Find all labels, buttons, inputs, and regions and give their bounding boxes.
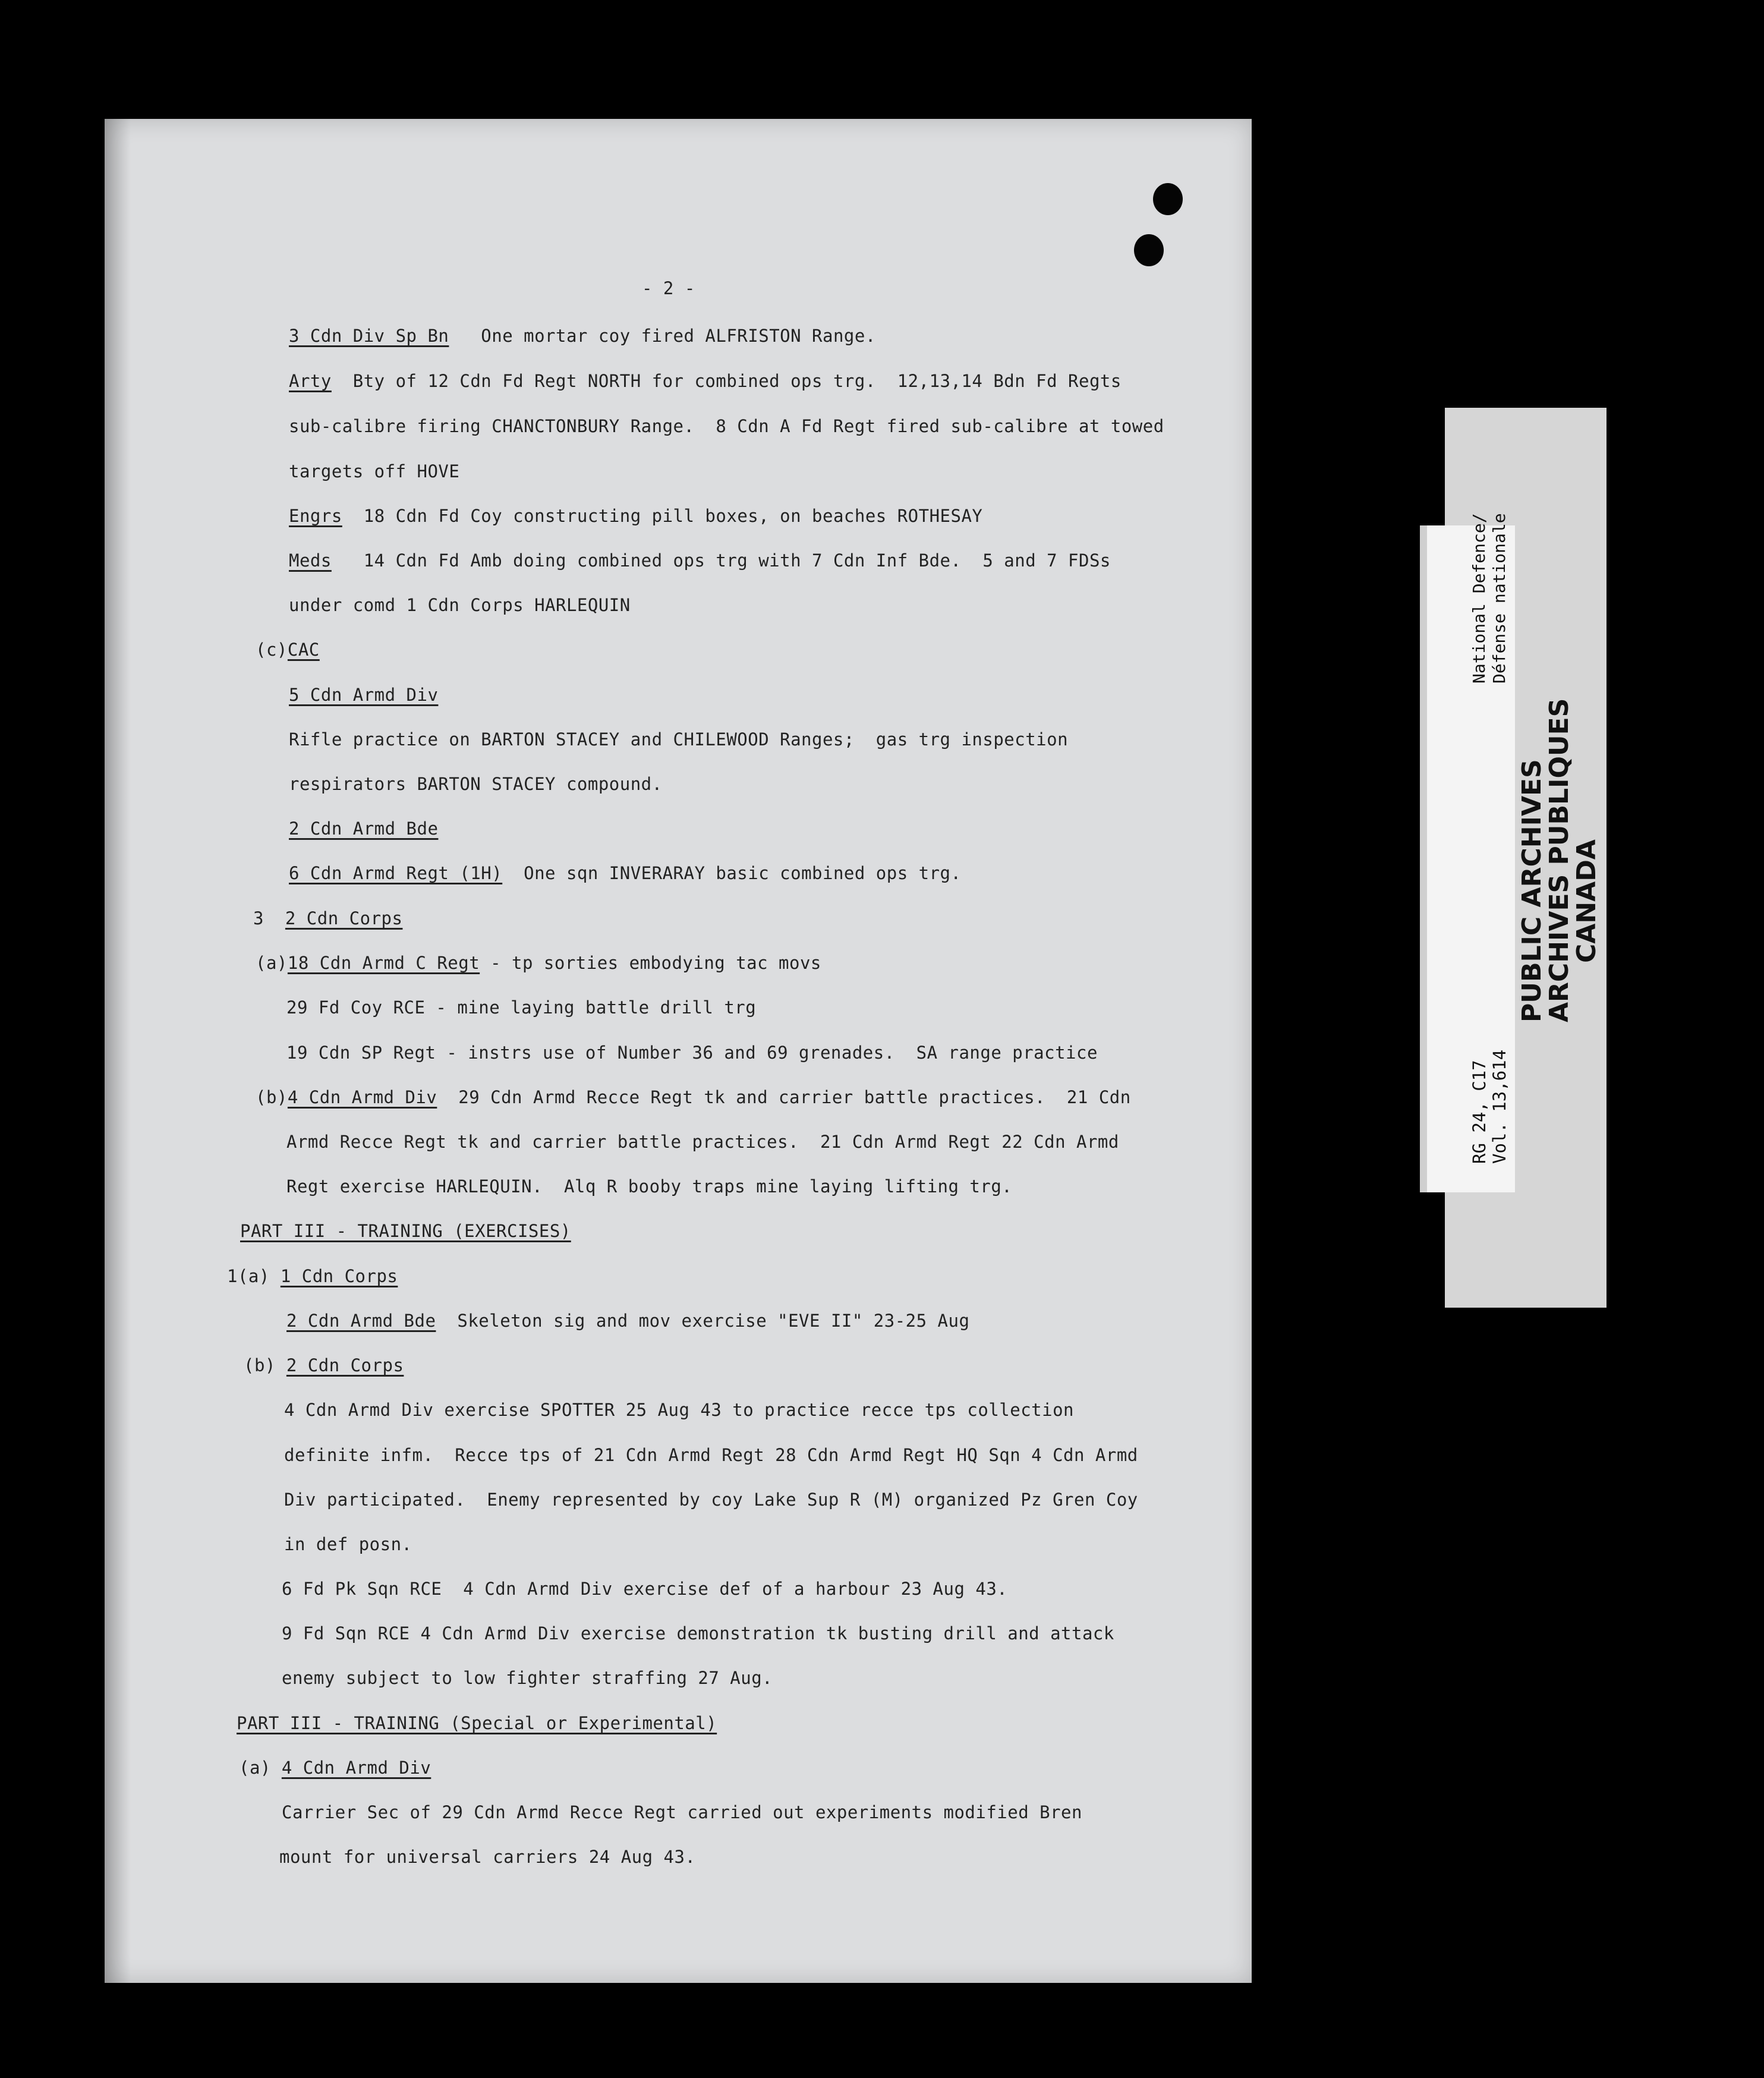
section-heading: 2 Cdn Armd Bde <box>289 818 439 839</box>
text-line <box>289 595 631 615</box>
line-text: respirators BARTON STACEY compound. <box>289 774 663 794</box>
text-line <box>244 1355 404 1375</box>
line-text: One sqn INVERARAY basic combined ops trg. <box>502 863 962 883</box>
section-heading: 3 Cdn Div Sp Bn <box>289 326 449 346</box>
text-line <box>286 1176 1012 1197</box>
text-line <box>284 1490 1138 1510</box>
line-text: 18 Cdn Fd Coy constructing pill boxes, on beaches ROTHESAY <box>342 506 983 526</box>
text-line <box>253 908 402 928</box>
archive-country: CANADA <box>1571 839 1602 963</box>
text-line <box>289 550 1111 571</box>
text-line <box>286 1311 969 1331</box>
text-line <box>256 953 821 973</box>
text-line <box>289 506 982 526</box>
text-line <box>282 1579 1007 1599</box>
archive-department-fr: Défense nationale <box>1489 513 1509 684</box>
line-text: 4 Cdn Armd Div exercise SPOTTER 25 Aug 43 to practice recce tps collection <box>284 1400 1075 1420</box>
section-heading: PART III - TRAINING (Special or Experimental) <box>237 1713 717 1733</box>
text-line <box>286 1043 1098 1063</box>
item-marker: (a) <box>239 1758 282 1778</box>
text-line <box>279 1847 695 1867</box>
archive-volume: Vol. 13,614 <box>1489 1049 1510 1164</box>
text-line <box>289 461 459 481</box>
text-line <box>286 1132 1119 1152</box>
text-line <box>289 774 663 794</box>
item-marker: (b) <box>244 1355 286 1375</box>
line-text: Rifle practice on BARTON STACEY and CHILEWOOD Ranges; gas trg inspection <box>289 729 1069 750</box>
line-text: sub-calibre firing CHANCTONBURY Range. 8 Cdn A Fd Regt fired sub-calibre at towed <box>289 416 1164 436</box>
line-text: Skeleton sig and mov exercise "EVE II" 23-25 Aug <box>436 1311 970 1331</box>
archive-reference: RG 24, C17 <box>1469 1060 1489 1164</box>
line-text: 14 Cdn Fd Amb doing combined ops trg with 7 Cdn Inf Bde. 5 and 7 FDSs <box>331 550 1111 571</box>
text-line <box>284 1400 1074 1420</box>
line-text: enemy subject to low fighter straffing 27 Aug. <box>282 1668 773 1688</box>
punch-hole <box>1153 183 1183 215</box>
section-heading: 18 Cdn Armd C Regt <box>287 953 480 973</box>
line-text: in def posn. <box>284 1534 412 1554</box>
section-heading: 2 Cdn Armd Bde <box>286 1311 436 1331</box>
text-line <box>282 1802 1082 1822</box>
line-text: targets off HOVE <box>289 461 460 481</box>
text-line <box>284 1534 412 1554</box>
item-marker: 1(a) <box>227 1266 281 1286</box>
text-line <box>289 416 1164 436</box>
page-number: - 2 - <box>642 278 695 298</box>
text-line <box>289 729 1068 750</box>
line-text: Regt exercise HARLEQUIN. Alq R booby traps mine laying lifting trg. <box>286 1176 1013 1197</box>
section-heading: PART III - TRAINING (EXERCISES) <box>240 1221 571 1241</box>
section-heading: 6 Cdn Armd Regt (1H) <box>289 863 503 883</box>
section-heading: 4 Cdn Armd Div <box>287 1087 437 1107</box>
line-text: 29 Fd Coy RCE - mine laying battle drill trg <box>286 997 757 1018</box>
line-text: Carrier Sec of 29 Cdn Armd Recce Regt carried out experiments modified Bren <box>282 1802 1082 1822</box>
text-line <box>282 1668 773 1688</box>
text-line <box>239 1758 431 1778</box>
text-line <box>237 1713 717 1733</box>
text-line <box>289 371 1122 391</box>
line-text: 9 Fd Sqn RCE 4 Cdn Armd Div exercise demonstration tk busting drill and attack <box>282 1623 1114 1643</box>
item-marker: (b) <box>256 1087 288 1107</box>
line-text: Bty of 12 Cdn Fd Regt NORTH for combined ops trg. 12,13,14 Bdn Fd Regts <box>331 371 1122 391</box>
text-line <box>289 818 438 839</box>
section-heading: Arty <box>289 371 332 391</box>
text-line <box>289 685 438 705</box>
line-text: One mortar coy fired ALFRISTON Range. <box>449 326 876 346</box>
text-line <box>282 1623 1114 1643</box>
text-line <box>240 1221 571 1241</box>
line-text: under comd 1 Cdn Corps HARLEQUIN <box>289 595 631 615</box>
archive-name-fr: ARCHIVES PUBLIQUES <box>1544 698 1574 1022</box>
line-text: 19 Cdn SP Regt - instrs use of Number 36 and 69 grenades. SA range practice <box>286 1043 1098 1063</box>
item-marker: (a) <box>256 953 288 973</box>
section-heading: 1 Cdn Corps <box>280 1266 398 1286</box>
text-line <box>289 326 876 346</box>
section-heading: Engrs <box>289 506 342 526</box>
archive-department-en: National Defence/ <box>1469 513 1489 684</box>
line-text: - tp sorties embodying tac movs <box>480 953 821 973</box>
line-text: Armd Recce Regt tk and carrier battle practices. 21 Cdn Armd Regt 22 Cdn Armd <box>286 1132 1119 1152</box>
text-line <box>256 640 320 660</box>
section-heading: Meds <box>289 550 332 571</box>
text-line <box>227 1266 398 1286</box>
text-line <box>284 1445 1138 1465</box>
section-heading: 5 Cdn Armd Div <box>289 685 439 705</box>
archive-name-en: PUBLIC ARCHIVES <box>1517 759 1547 1022</box>
section-heading: CAC <box>287 640 320 660</box>
item-marker: (c) <box>256 640 288 660</box>
section-heading: 2 Cdn Corps <box>286 1355 404 1375</box>
line-text: 6 Fd Pk Sqn RCE 4 Cdn Armd Div exercise def of a harbour 23 Aug 43. <box>282 1579 1008 1599</box>
punch-hole <box>1134 234 1164 266</box>
line-text: mount for universal carriers 24 Aug 43. <box>279 1847 696 1867</box>
line-text: 29 Cdn Armd Recce Regt tk and carrier battle practices. 21 Cdn <box>437 1087 1131 1107</box>
text-line <box>286 997 756 1018</box>
item-marker: 3 <box>253 908 285 928</box>
line-text: definite infm. Recce tps of 21 Cdn Armd Regt 28 Cdn Armd Regt HQ Sqn 4 Cdn Armd <box>284 1445 1138 1465</box>
line-text: Div participated. Enemy represented by coy Lake Sup R (M) organized Pz Gren Coy <box>284 1490 1138 1510</box>
text-line <box>289 863 961 883</box>
section-heading: 4 Cdn Armd Div <box>281 1758 431 1778</box>
section-heading: 2 Cdn Corps <box>285 908 403 928</box>
text-line <box>256 1087 1131 1107</box>
